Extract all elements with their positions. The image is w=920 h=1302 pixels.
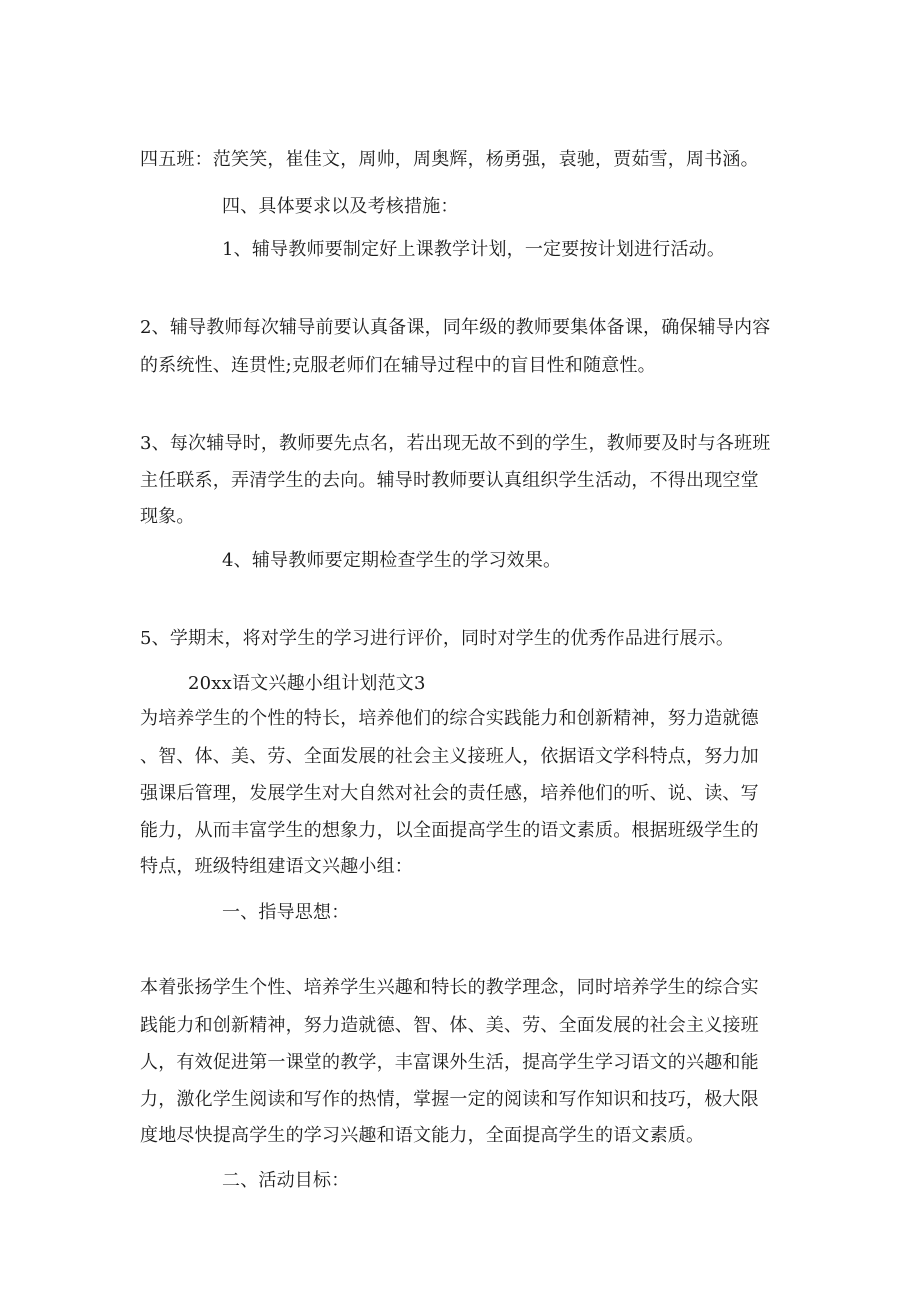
intro-line-1: 为培养学生的个性的特长，培养他们的综合实践能力和创新精神，努力造就德 <box>140 708 759 729</box>
section-heading-guiding: 一、指导思想： <box>222 902 350 923</box>
requirement-5: 5、学期末，将对学生的学习进行评价，同时对学生的优秀作品进行展示。 <box>140 628 735 649</box>
intro-line-4: 能力，从而丰富学生的想象力，以全面提高学生的语文素质。根据班级学生的 <box>140 820 759 841</box>
class-45-list: 四五班：范笑笑，崔佳文，周帅，周奥辉，杨勇强，袁驰，贾茹雪，周书涵。 <box>140 149 759 170</box>
section-heading-requirements: 四、具体要求以及考核措施： <box>222 196 459 217</box>
intro-line-2: 、智、体、美、劳、全面发展的社会主义接班人，依据语文学科特点，努力加 <box>140 746 759 767</box>
section-title-plan-3: 20xx语文兴趣小组计划范文3 <box>188 673 426 694</box>
guiding-line-4: 力，激化学生阅读和写作的热情，掌握一定的阅读和写作知识和技巧，极大限 <box>140 1089 759 1110</box>
guiding-line-1: 本着张扬学生个性、培养学生兴趣和特长的教学理念，同时培养学生的综合实 <box>140 977 759 998</box>
requirement-2-line-1: 2、辅导教师每次辅导前要认真备课，同年级的教师要集体备课，确保辅导内容 <box>140 317 771 338</box>
requirement-3-line-1: 3、每次辅导时，教师要先点名，若出现无故不到的学生，教师要及时与各班班 <box>140 433 771 454</box>
requirement-1: 1、辅导教师要制定好上课教学计划，一定要按计划进行活动。 <box>222 239 726 260</box>
intro-line-3: 强课后管理，发展学生对大自然对社会的责任感，培养他们的听、说、读、写 <box>140 783 759 804</box>
requirement-3-line-3: 现象。 <box>140 506 195 527</box>
requirement-3-line-2: 主任联系，弄清学生的去向。辅导时教师要认真组织学生活动，不得出现空堂 <box>140 470 759 491</box>
guiding-line-2: 践能力和创新精神，努力造就德、智、体、美、劳、全面发展的社会主义接班 <box>140 1015 759 1036</box>
intro-line-5: 特点，班级特组建语文兴趣小组： <box>140 856 413 877</box>
requirement-2-line-2: 的系统性、连贯性;克服老师们在辅导过程中的盲目性和随意性。 <box>140 355 656 376</box>
section-heading-goals: 二、活动目标： <box>222 1170 350 1191</box>
guiding-line-3: 人，有效促进第一课堂的教学，丰富课外生活，提高学生学习语文的兴趣和能 <box>140 1052 759 1073</box>
guiding-line-5: 度地尽快提高学生的学习兴趣和语文能力，全面提高学生的语文素质。 <box>140 1125 705 1146</box>
requirement-4: 4、辅导教师要定期检查学生的学习效果。 <box>222 550 562 571</box>
